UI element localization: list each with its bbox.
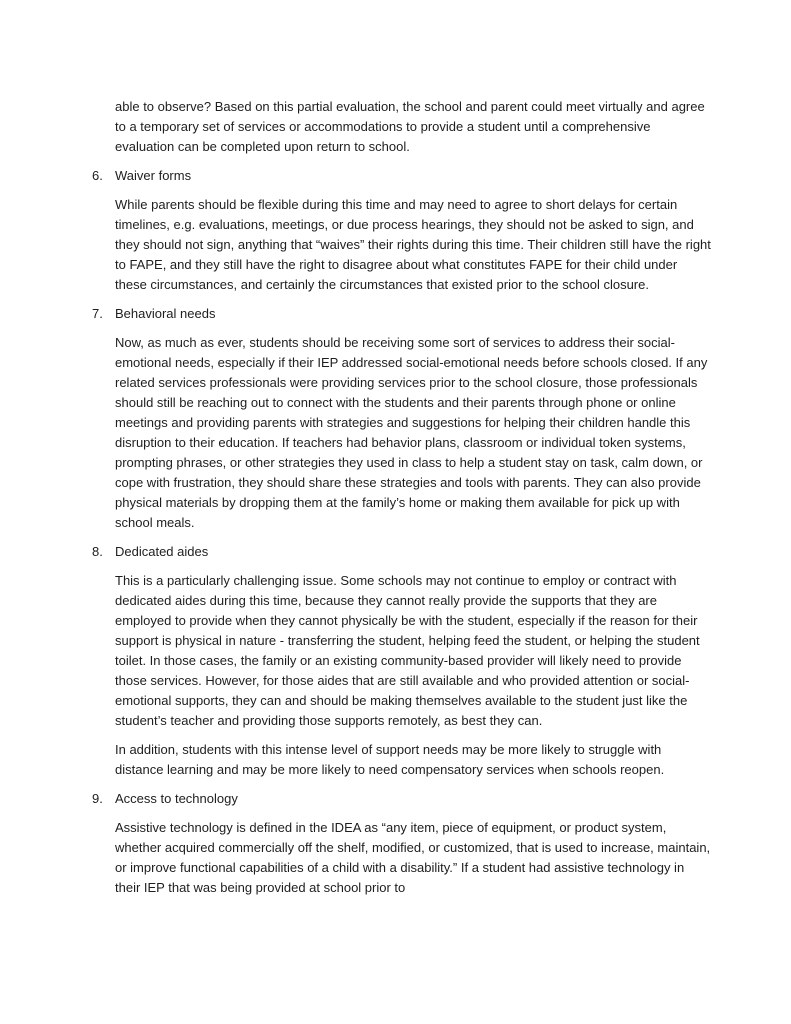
item-title: Behavioral needs (115, 306, 216, 321)
paragraph: In addition, students with this intense level of support needs may be more likely to struggle with distance learning and may be more likely to need compensatory services when schools reopen. (115, 742, 665, 777)
list-item-heading-behavioral-needs (92, 304, 712, 324)
paragraph: Assistive technology is defined in the IDEA as “any item, piece of equipment, or product system, whether acquired commercially off the shelf, modified, or customized, that is used to increase, maintain, or improve functional capabilities of a child with a disability.” If a student had assistive technology in their IEP that was being provided at school prior to (115, 820, 711, 895)
paragraph: This is a particularly challenging issue. Some schools may not continue to employ or contract with dedicated aides during this time, because they cannot really provide the supports that they are employed to provide when they cannot physically be with the student, especially if the reason for their support is physical in nature - transferring the student, helping feed the student, or helping the student toilet. In those cases, the family or an existing community-based provider will likely need to provide those services. However, for those aides that are still available and who provided attention or social-emotional supports, they can and should be making themselves available to the student just like the student’s teacher and providing those supports remotely, as best they can. (115, 573, 700, 728)
item-title: Dedicated aides (115, 544, 209, 559)
paragraph: While parents should be flexible during this time and may need to agree to short delays for certain timelines, e.g. evaluations, meetings, or due process hearings, they should not be asked to sign, and they should not sign, anything that “waives” their rights during this time. Their children still have the right to FAPE, and they still have the right to disagree about what constitutes FAPE for their child under these circumstances, and certainly the circumstances that existed prior to the school closure. (115, 197, 711, 292)
item-title: Access to technology (115, 791, 238, 806)
paragraph: Now, as much as ever, students should be receiving some sort of services to address their social-emotional needs, especially if their IEP addressed social-emotional needs before schools closed. If any related services professionals were providing services prior to the school closure, those professionals should still be reaching out to connect with the students and their parents through phone or online meetings and providing parents with strategies and suggestions for helping their children handle this disruption to their education. If teachers had behavior plans, classroom or individual token systems, prompting phrases, or other strategies they used in class to help a student stay on task, calm down, or cope with frustration, they should share these strategies and tools with parents. They can also provide physical materials by dropping them at the family’s home or making them available for pick up with school meals. (115, 335, 708, 530)
list-item-heading-waiver-forms (92, 166, 712, 186)
item-number: 6. (92, 168, 103, 183)
intro-continuation-paragraph: able to observe? Based on this partial evaluation, the school and parent could meet virtually and agree to a temporary set of services or accommodations to provide a student until a comprehensive evaluation can be completed upon return to school. (115, 99, 705, 154)
item-number: 7. (92, 306, 103, 321)
item-title: Waiver forms (115, 168, 192, 183)
list-item-heading-dedicated-aides (92, 542, 712, 562)
list-item-heading-access-to-technology (92, 789, 712, 809)
item-number: 8. (92, 544, 103, 559)
item-number: 9. (92, 791, 103, 806)
